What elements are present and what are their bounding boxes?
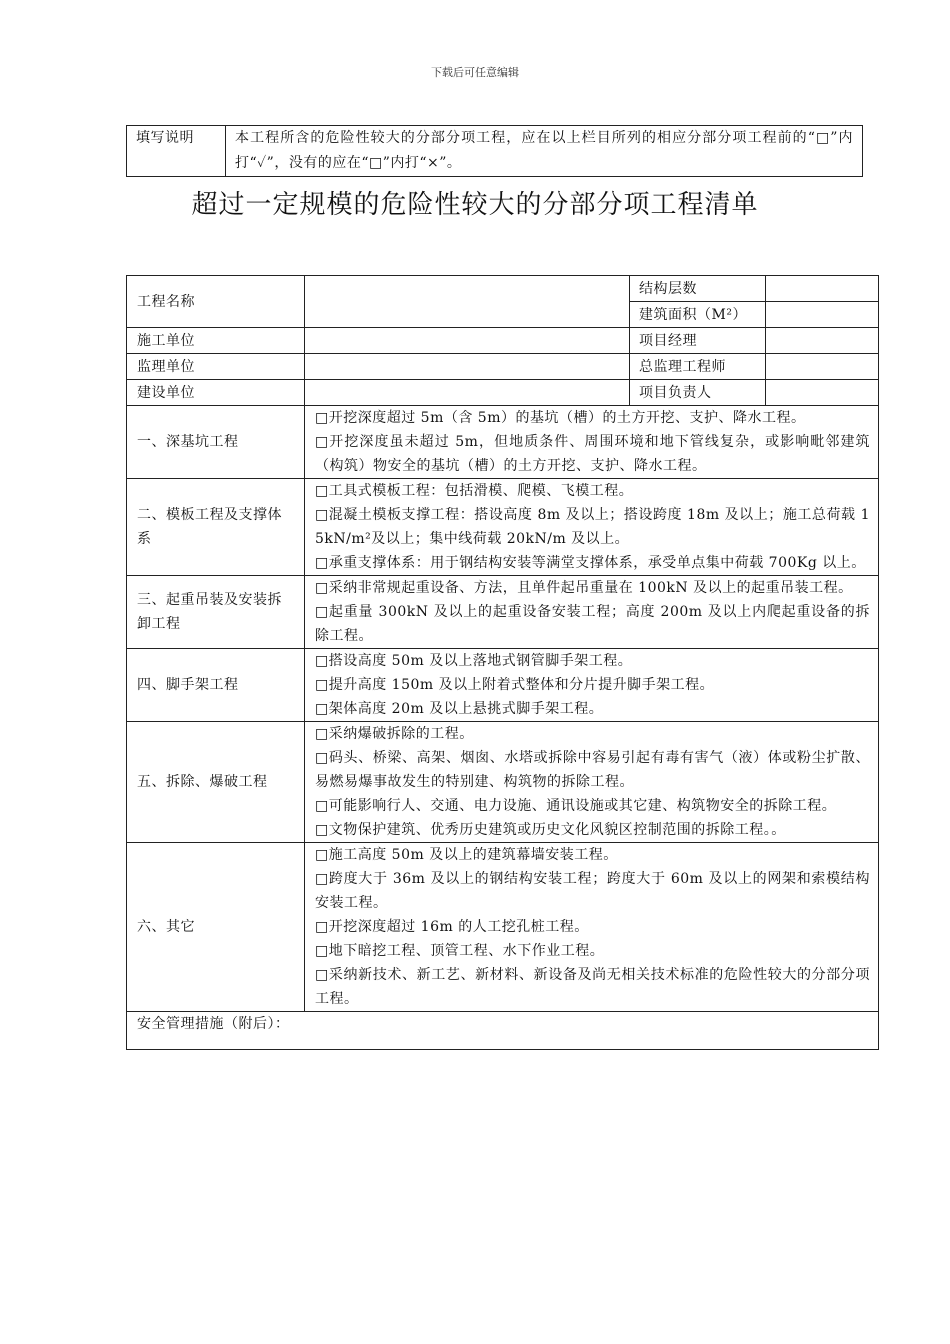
owner-unit-field[interactable] [305, 380, 630, 406]
fill-instructions-text: 本工程所含的危险性较大的分部分项工程，应在以上栏目所列的相应分部分项工程前的“□”内打“✓”，没有的应在“□”内打“×”。 [226, 126, 863, 177]
chief-supervisor-field[interactable] [766, 354, 879, 380]
structure-floors-label: 结构层数 [630, 276, 766, 302]
category-3-items [305, 576, 879, 649]
checklist-item[interactable]: □码头、桥梁、高架、烟囱、水塔或拆除中容易引起有毒有害气（液）体或粉尘扩散、易燃易爆事故发生的特别建、构筑物的拆除工程。 [315, 750, 870, 790]
checklist-item[interactable]: □地下暗挖工程、顶管工程、水下作业工程。 [315, 943, 605, 959]
category-6-items [305, 843, 879, 1012]
project-leader-label: 项目负责人 [630, 380, 766, 406]
construction-unit-field[interactable] [305, 328, 630, 354]
category-3-name: 三、起重吊装及安装拆卸工程 [127, 576, 305, 649]
category-2-name: 二、模板工程及支撑体系 [127, 479, 305, 576]
category-6-name: 六、其它 [127, 843, 305, 1012]
category-5-name: 五、拆除、爆破工程 [127, 722, 305, 843]
checklist-item[interactable]: □混凝土模板支撑工程：搭设高度 8m 及以上；搭设跨度 18m 及以上；施工总荷载 15kN/m²及以上；集中线荷载 20kN/m 及以上。 [315, 507, 870, 547]
supervision-unit-label: 监理单位 [127, 354, 305, 380]
project-leader-field[interactable] [766, 380, 879, 406]
project-manager-field[interactable] [766, 328, 879, 354]
project-manager-label: 项目经理 [630, 328, 766, 354]
building-area-label: 建筑面积（M²） [630, 302, 766, 328]
project-name-field[interactable] [305, 276, 630, 328]
checklist-item[interactable]: □提升高度 150m 及以上附着式整体和分片提升脚手架工程。 [315, 677, 715, 693]
checklist-item[interactable]: □开挖深度虽未超过 5m，但地质条件、周围环境和地下管线复杂，或影响毗邻建筑（构筑）物安全的基坑（槽）的土方开挖、支护、降水工程。 [315, 434, 870, 474]
checklist-item[interactable]: □采纳新技术、新工艺、新材料、新设备及尚无相关技术标准的危险性较大的分部分项工程。 [315, 967, 870, 1007]
checklist-item[interactable]: □架体高度 20m 及以上悬挑式脚手架工程。 [315, 701, 604, 717]
fill-instructions-table [126, 125, 863, 177]
checklist-item[interactable]: □开挖深度超过 16m 的人工挖孔桩工程。 [315, 919, 589, 935]
checklist-item[interactable]: □承重支撑体系：用于钢结构安装等满堂支撑体系，承受单点集中荷载 700Kg 以上。 [315, 555, 866, 571]
checklist-item[interactable]: □施工高度 50m 及以上的建筑幕墙安装工程。 [315, 847, 618, 863]
category-1-items [305, 406, 879, 479]
owner-unit-label: 建设单位 [127, 380, 305, 406]
category-1-name: 一、深基坑工程 [127, 406, 305, 479]
checklist-item[interactable]: □开挖深度超过 5m（含 5m）的基坑（槽）的土方开挖、支护、降水工程。 [315, 410, 806, 426]
checklist-item[interactable]: □可能影响行人、交通、电力设施、通讯设施或其它建、构筑物安全的拆除工程。 [315, 798, 837, 814]
structure-floors-field[interactable] [766, 276, 879, 302]
checklist-item[interactable]: □采纳非常规起重设备、方法，且单件起吊重量在 100kN 及以上的起重吊装工程。 [315, 580, 853, 596]
checklist-item[interactable]: □工具式模板工程：包括滑模、爬模、飞模工程。 [315, 483, 634, 499]
chief-supervisor-label: 总监理工程师 [630, 354, 766, 380]
checklist-item[interactable]: □跨度大于 36m 及以上的钢结构安装工程；跨度大于 60m 及以上的网架和索模结构安装工程。 [315, 871, 870, 911]
category-5-items [305, 722, 879, 843]
checklist-item[interactable]: □文物保护建筑、优秀历史建筑或历史文化风貌区控制范围的拆除工程。。 [315, 822, 786, 838]
building-area-field[interactable] [766, 302, 879, 328]
supervision-unit-field[interactable] [305, 354, 630, 380]
category-4-name: 四、脚手架工程 [127, 649, 305, 722]
hazard-checklist-table [126, 275, 879, 1050]
checklist-item[interactable]: □采纳爆破拆除的工程。 [315, 726, 474, 742]
construction-unit-label: 施工单位 [127, 328, 305, 354]
category-2-items [305, 479, 879, 576]
category-4-items [305, 649, 879, 722]
page-title: 超过一定规模的危险性较大的分部分项工程清单 [191, 190, 759, 220]
project-name-label: 工程名称 [127, 276, 305, 328]
checklist-item[interactable]: □起重量 300kN 及以上的起重设备安装工程；高度 200m 及以上内爬起重设备的拆除工程。 [315, 604, 870, 644]
fill-instructions-label: 填写说明 [127, 126, 226, 177]
safety-measures-label: 安全管理措施（附后）： [127, 1012, 879, 1050]
checklist-item[interactable]: □搭设高度 50m 及以上落地式钢管脚手架工程。 [315, 653, 633, 669]
header-note: 下载后可任意编辑 [431, 66, 519, 79]
